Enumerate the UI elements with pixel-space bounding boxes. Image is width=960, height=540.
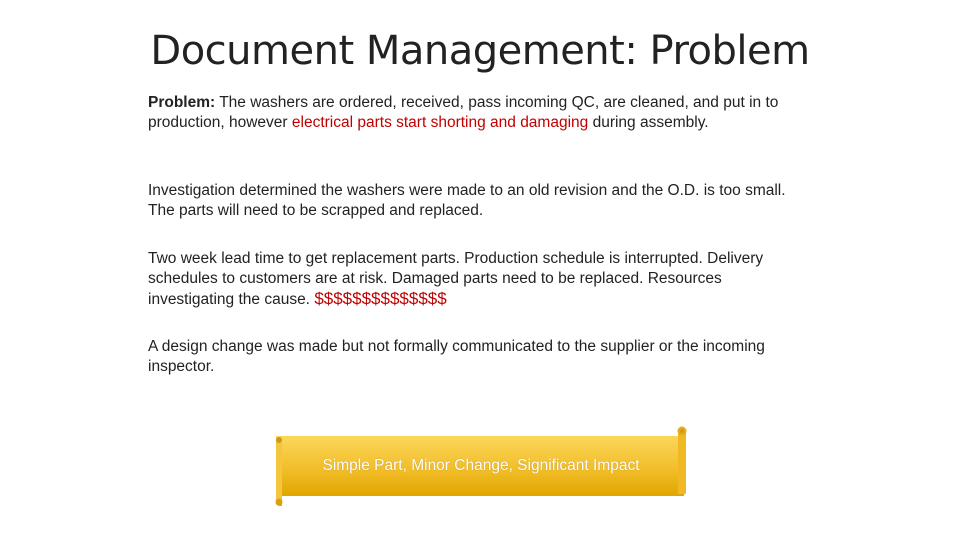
slide-title: Document Management: Problem bbox=[150, 28, 810, 74]
banner-text: Simple Part, Minor Change, Significant Impact bbox=[322, 457, 640, 474]
investigation-paragraph: Investigation determined the washers were made to an old revision and the O.D. is too small. The parts will need to be scrapped and replaced. bbox=[148, 182, 786, 219]
impact-paragraph bbox=[148, 249, 788, 310]
cost-dollars: $$$$$$$$$$$$$$ bbox=[314, 289, 447, 308]
problem-label: Problem: bbox=[148, 94, 216, 111]
impact-text: Two week lead time to get replacement parts. Production schedule is interrupted. Delivery schedules to customers are at risk. Damaged parts need to be replaced. Resources investigating the cause. bbox=[148, 250, 764, 308]
problem-paragraph bbox=[148, 93, 788, 133]
summary-banner bbox=[268, 424, 694, 508]
problem-text-b: during assembly. bbox=[588, 114, 709, 131]
root-cause-paragraph: A design change was made but not formally communicated to the supplier or the incoming inspector. bbox=[148, 338, 765, 375]
problem-text-a: The washers are ordered, received, pass incoming QC, are cleaned, and put in to production, however bbox=[148, 94, 779, 131]
problem-highlight: electrical parts start shorting and damaging bbox=[291, 114, 589, 131]
